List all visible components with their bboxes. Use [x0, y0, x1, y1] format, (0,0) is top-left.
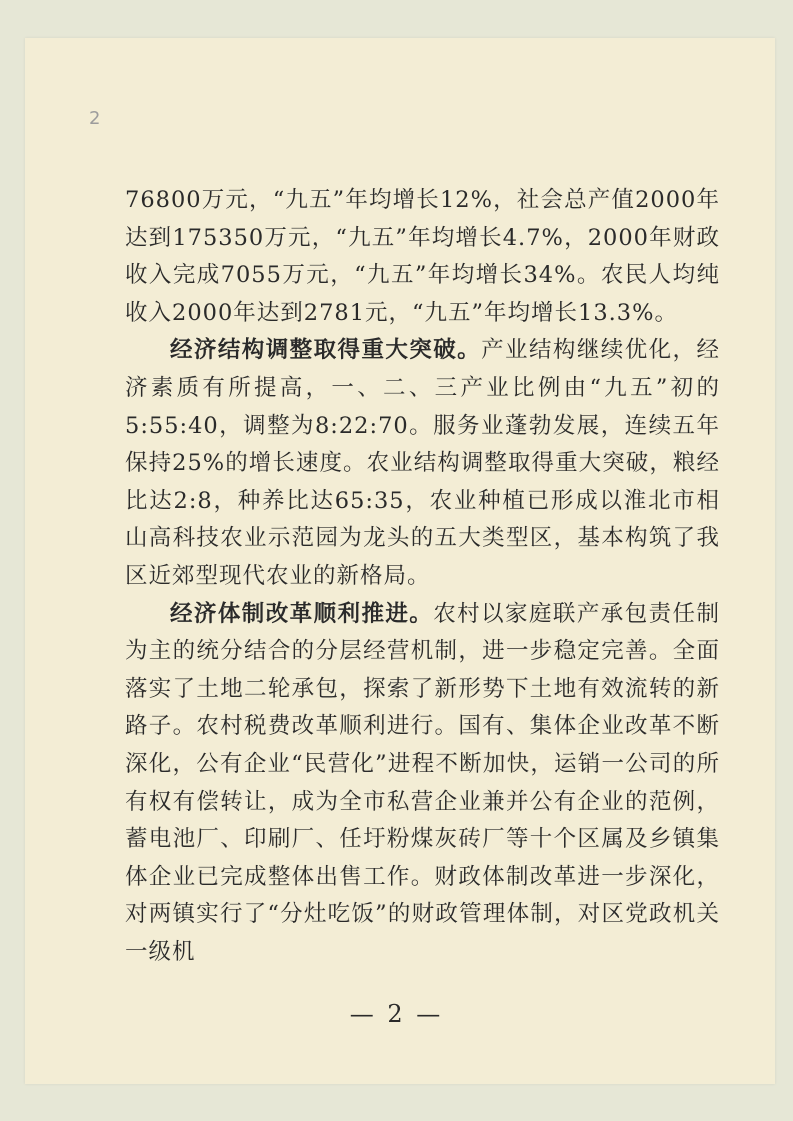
document-body — [125, 182, 720, 971]
document-page — [25, 38, 775, 1084]
page-footer-number: — 2 — — [349, 1000, 444, 1028]
paragraph-3-text: 农村以家庭联产承包责任制为主的统分结合的分层经营机制，进一步稳定完善。全面落实了土地二轮承包，探索了新形势下土地有效流转的新路子。农村税费改革顺利进行。国有、集体企业改革不断深化，公有企业“民营化”进程不断加快，运销一公司的所有权有偿转让，成为全市私营企业兼并公有企业的范例，蓄电池厂、印刷厂、任圩粉煤灰砖厂等十个区属及乡镇集体企业已完成整体出售工作。财政体制改革进一步深化，对两镇实行了“分灶吃饭”的财政管理体制，对区党政机关一级机 — [125, 600, 720, 965]
paragraph-1 — [125, 182, 720, 332]
paragraph-2-text: 产业结构继续优化，经济素质有所提高，一、二、三产业比例由“九五”初的5:55:40，调整为8:22:70。服务业蓬勃发展，连续五年保持25%的增长速度。农业结构调整取得重大突破，粮经比达2:8，种养比达65:35，农业种植已形成以淮北市相山高科技农业示范园为龙头的五大类型区，基本构筑了我区近郊型现代农业的新格局。 — [125, 337, 720, 589]
paragraph-1-text: 76800万元，“九五”年均增长12%，社会总产值2000年达到175350万元，“九五”年均增长4.7%，2000年财政收入完成7055万元，“九五”年均增长34%。农民人均纯收入2000年达到2781元，“九五”年均增长13.3%。 — [125, 187, 720, 326]
paragraph-2-heading: 经济结构调整取得重大突破。 — [170, 337, 482, 364]
handwritten-page-number: 2 — [89, 108, 101, 129]
paragraph-3-heading: 经济体制改革顺利推进。 — [170, 600, 434, 627]
paragraph-3 — [125, 596, 720, 972]
paragraph-2 — [125, 332, 720, 595]
